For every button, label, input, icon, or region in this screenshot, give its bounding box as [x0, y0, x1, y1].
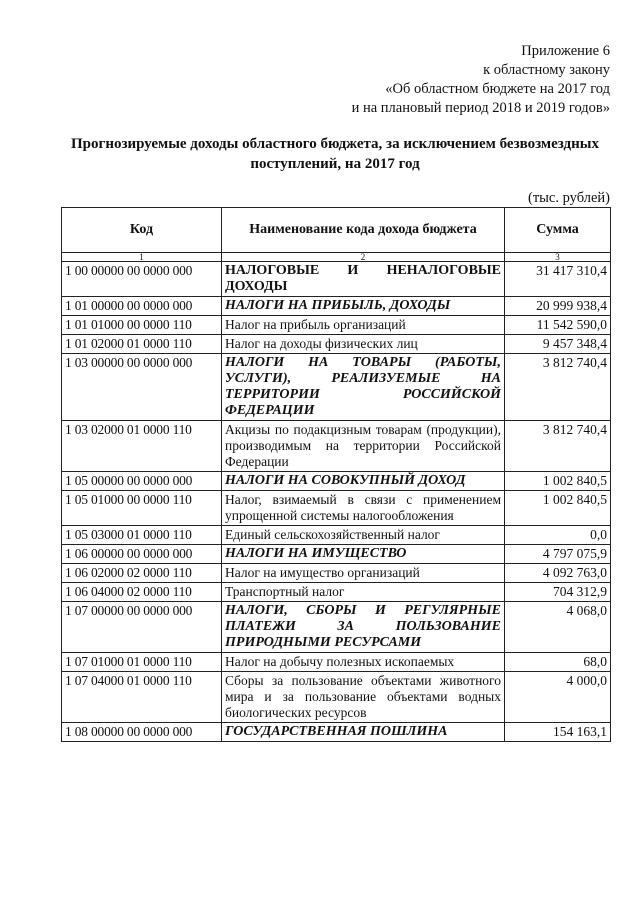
- header-name: Наименование кода дохода бюджета: [222, 208, 505, 253]
- row-sum: 4 092 763,0: [505, 564, 611, 583]
- row-code: 1 00 00000 00 0000 000: [62, 262, 222, 297]
- table-row: [62, 262, 611, 297]
- appendix-line: и на плановый период 2018 и 2019 годов»: [351, 100, 610, 116]
- table-row: [62, 602, 611, 653]
- row-code: 1 03 02000 01 0000 110: [62, 421, 222, 472]
- row-name: Акцизы по подакцизным товарам (продукции), производимым на территории Российской Федерации: [222, 421, 505, 472]
- row-sum: 11 542 590,0: [505, 316, 611, 335]
- table-row: [62, 545, 611, 564]
- document-title: [50, 134, 620, 174]
- row-code: 1 01 00000 00 0000 000: [62, 297, 222, 316]
- row-code: 1 07 00000 00 0000 000: [62, 602, 222, 653]
- row-sum: 68,0: [505, 653, 611, 672]
- table-row: [62, 653, 611, 672]
- row-sum: 154 163,1: [505, 723, 611, 742]
- table-header-row: [62, 208, 611, 253]
- appendix-header: [352, 42, 610, 118]
- table-row: [62, 316, 611, 335]
- header-sum: Сумма: [505, 208, 611, 253]
- row-code: 1 06 00000 00 0000 000: [62, 545, 222, 564]
- column-number-row: [62, 253, 611, 262]
- row-name: НАЛОГИ, СБОРЫ И РЕГУЛЯРНЫЕ ПЛАТЕЖИ ЗА ПОЛЬЗОВАНИЕ ПРИРОДНЫМИ РЕСУРСАМИ: [222, 602, 505, 653]
- column-number: 2: [222, 253, 505, 262]
- row-name: НАЛОГИ НА ПРИБЫЛЬ, ДОХОДЫ: [222, 297, 505, 316]
- row-sum: 704 312,9: [505, 583, 611, 602]
- row-sum: 1 002 840,5: [505, 491, 611, 526]
- row-name: Налог, взимаемый в связи с применением упрощенной системы налогообложения: [222, 491, 505, 526]
- row-code: 1 05 03000 01 0000 110: [62, 526, 222, 545]
- appendix-line: «Об областном бюджете на 2017 год: [385, 81, 610, 97]
- table-row: [62, 564, 611, 583]
- appendix-line: к областному закону: [483, 62, 610, 78]
- row-sum: 20 999 938,4: [505, 297, 611, 316]
- table-row: [62, 297, 611, 316]
- row-name: Единый сельскохозяйственный налог: [222, 526, 505, 545]
- row-code: 1 05 01000 00 0000 110: [62, 491, 222, 526]
- row-sum: 0,0: [505, 526, 611, 545]
- row-name: НАЛОГИ НА ТОВАРЫ (РАБОТЫ, УСЛУГИ), РЕАЛИЗУЕМЫЕ НА ТЕРРИТОРИИ РОССИЙСКОЙ ФЕДЕРАЦИИ: [222, 354, 505, 421]
- appendix-line: Приложение 6: [521, 43, 610, 59]
- row-sum: 3 812 740,4: [505, 354, 611, 421]
- row-name: НАЛОГИ НА ИМУЩЕСТВО: [222, 545, 505, 564]
- column-number: 3: [505, 253, 611, 262]
- table-row: [62, 723, 611, 742]
- row-code: 1 01 02000 01 0000 110: [62, 335, 222, 354]
- revenue-table: [61, 207, 611, 742]
- table-row: [62, 421, 611, 472]
- row-code: 1 08 00000 00 0000 000: [62, 723, 222, 742]
- table-row: [62, 491, 611, 526]
- row-sum: 4 000,0: [505, 672, 611, 723]
- row-code: 1 07 04000 01 0000 110: [62, 672, 222, 723]
- row-code: 1 06 04000 02 0000 110: [62, 583, 222, 602]
- row-name: Налог на прибыль организаций: [222, 316, 505, 335]
- row-sum: 9 457 348,4: [505, 335, 611, 354]
- row-code: 1 03 00000 00 0000 000: [62, 354, 222, 421]
- table-row: [62, 335, 611, 354]
- table-row: [62, 526, 611, 545]
- row-sum: 3 812 740,4: [505, 421, 611, 472]
- row-sum: 31 417 310,4: [505, 262, 611, 297]
- row-name: НАЛОГИ НА СОВОКУПНЫЙ ДОХОД: [222, 472, 505, 491]
- title-line: Прогнозируемые доходы областного бюджета, за исключением безвозмездных: [71, 136, 599, 152]
- units-label: (тыс. рублей): [528, 190, 610, 206]
- title-line: поступлений, на 2017 год: [250, 156, 420, 172]
- row-name: Налог на доходы физических лиц: [222, 335, 505, 354]
- row-name: Сборы за пользование объектами животного мира и за пользование объектами водных биологических ресурсов: [222, 672, 505, 723]
- column-number: 1: [62, 253, 222, 262]
- row-code: 1 05 00000 00 0000 000: [62, 472, 222, 491]
- row-name: Налог на имущество организаций: [222, 564, 505, 583]
- row-code: 1 01 01000 00 0000 110: [62, 316, 222, 335]
- row-name: Транспортный налог: [222, 583, 505, 602]
- row-sum: 1 002 840,5: [505, 472, 611, 491]
- table-row: [62, 472, 611, 491]
- row-name: Налог на добычу полезных ископаемых: [222, 653, 505, 672]
- row-sum: 4 797 075,9: [505, 545, 611, 564]
- table-row: [62, 354, 611, 421]
- row-sum: 4 068,0: [505, 602, 611, 653]
- row-code: 1 07 01000 01 0000 110: [62, 653, 222, 672]
- row-name: ГОСУДАРСТВЕННАЯ ПОШЛИНА: [222, 723, 505, 742]
- table-row: [62, 583, 611, 602]
- row-name: НАЛОГОВЫЕ И НЕНАЛОГОВЫЕ ДОХОДЫ: [222, 262, 505, 297]
- table-row: [62, 672, 611, 723]
- header-code: Код: [62, 208, 222, 253]
- row-code: 1 06 02000 02 0000 110: [62, 564, 222, 583]
